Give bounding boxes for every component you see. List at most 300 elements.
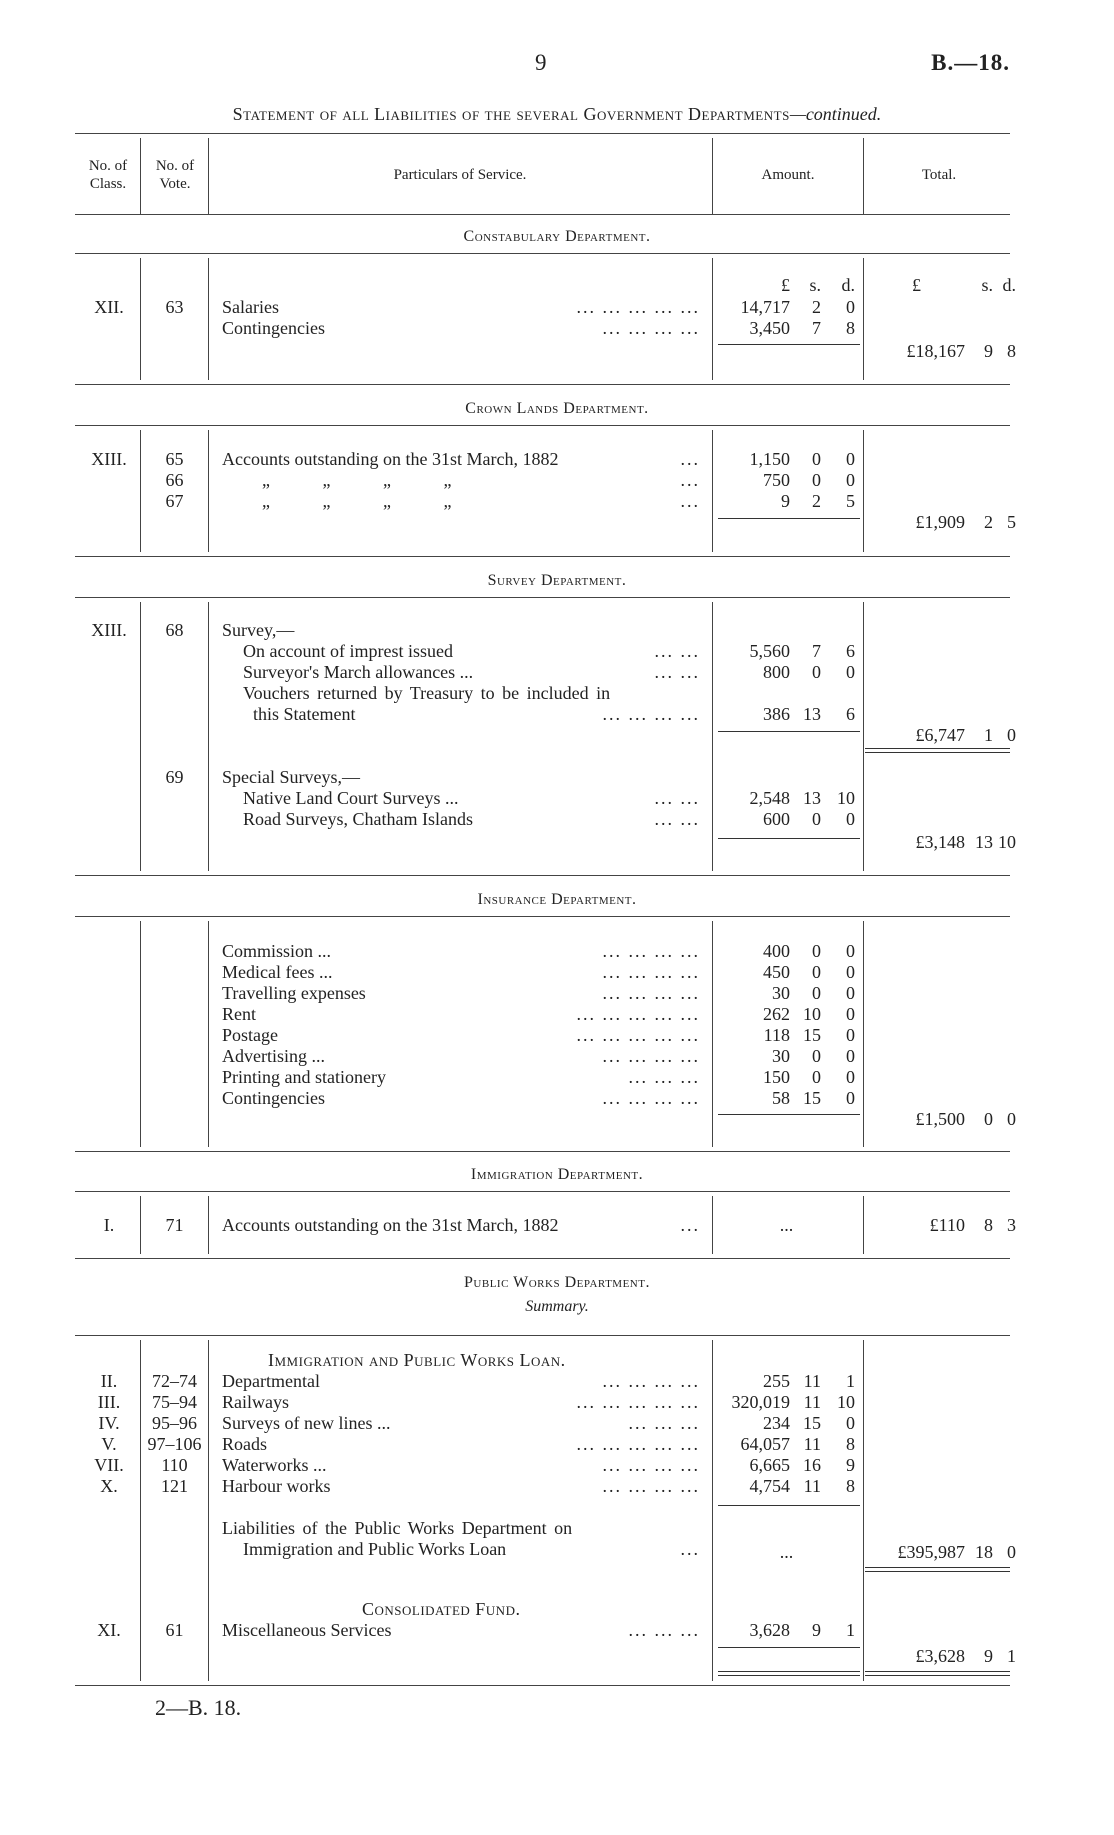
item-liabilities-public-works: Liabilities of the Public Works Department on <box>222 1518 573 1538</box>
leader-dots: ... <box>680 491 700 511</box>
amount-shillings: 0 <box>812 962 821 982</box>
item-label: Accounts outstanding on the 31st March, 1882 <box>222 1215 559 1235</box>
item-harbour-works <box>222 1476 700 1497</box>
item-railways <box>222 1392 700 1413</box>
amount-commission <box>713 941 860 962</box>
column-rule <box>208 258 209 380</box>
class-number: V. <box>101 1434 117 1454</box>
column-rule <box>140 1196 141 1254</box>
vote-number: 61 <box>165 1620 184 1640</box>
item-commission <box>222 941 700 962</box>
item-contingencies <box>222 1088 700 1109</box>
amount-pounds: 118 <box>763 1025 790 1045</box>
section-rule <box>75 1335 1010 1336</box>
total-shillings: 8 <box>984 1215 993 1235</box>
vote-number: 66 <box>165 470 184 490</box>
loan-subheading: Immigration and Public Works Loan. <box>268 1350 566 1370</box>
amount-pounds: 255 <box>763 1371 790 1391</box>
total-pounds: £395,987 <box>897 1542 965 1562</box>
amount-pence: 0 <box>846 1004 855 1024</box>
amount-pence: 9 <box>846 1455 855 1475</box>
total-shillings: 9 <box>984 341 993 361</box>
section-rule <box>75 597 1010 598</box>
pound-sign: £ <box>912 275 921 295</box>
vote-number: 72–74 <box>152 1371 197 1391</box>
vote-number: 95–96 <box>152 1413 197 1433</box>
vote-number: 67 <box>165 491 184 511</box>
amount-pence: 0 <box>846 1413 855 1433</box>
survey-label: Survey,— <box>222 620 295 640</box>
statement-title-main: Statement of all Liabilities of the several Government Departments <box>232 104 790 124</box>
amount-pounds: 2,548 <box>749 788 790 808</box>
amount-postage <box>713 1025 860 1046</box>
dept-heading-public-works: Public Works Department. <box>464 1274 650 1291</box>
item-vouchers: Vouchers returned by Treasury to be included in <box>243 683 611 703</box>
column-rule <box>208 602 209 871</box>
amount-pence: 0 <box>846 297 855 317</box>
leader-dots: ... ... ... ... <box>602 1476 700 1496</box>
item-this-statement <box>253 704 700 725</box>
total-pence: 3 <box>1007 1215 1016 1235</box>
amount-printing-stationery <box>713 1067 860 1088</box>
total-immigration <box>868 1215 1016 1236</box>
special-surveys-label: Special Surveys,— <box>222 767 360 787</box>
amount-vote-66 <box>713 470 860 491</box>
amount-shillings: 15 <box>803 1413 821 1433</box>
total-pounds: £6,747 <box>915 725 965 745</box>
column-rule <box>140 138 141 214</box>
section-rule <box>75 1191 1010 1192</box>
vote-number: 69 <box>165 767 184 787</box>
item-label: Miscellaneous Services <box>222 1620 392 1640</box>
column-rule <box>863 1340 864 1681</box>
vote-number: 65 <box>165 449 184 469</box>
leader-dots: ... ... ... ... <box>602 941 700 961</box>
leader-dots: ... ... ... ... ... <box>576 1392 700 1412</box>
item-miscellaneous-services <box>222 1620 700 1641</box>
amount-pounds: 6,665 <box>749 1455 790 1475</box>
total-pence: 0 <box>1007 1542 1016 1562</box>
total-survey-68 <box>868 725 1016 746</box>
leader-dots: ... ... ... <box>628 1413 700 1433</box>
total-pence: 0 <box>1007 725 1016 745</box>
amount-advertising <box>713 1046 860 1067</box>
column-rule <box>863 602 864 871</box>
item-waterworks <box>222 1455 700 1476</box>
column-rule <box>863 430 864 552</box>
amount-pounds: 30 <box>772 983 790 1003</box>
amount-pence: 5 <box>846 491 855 511</box>
pound-sign: £ <box>781 275 790 295</box>
subtotal-rule <box>718 838 860 839</box>
amount-pence: 1 <box>846 1371 855 1391</box>
dept-heading-crown-lands: Crown Lands Department. <box>465 400 649 417</box>
amount-march-allowances <box>713 662 860 683</box>
amount-pounds: 1,150 <box>749 449 790 469</box>
amount-departmental <box>713 1371 860 1392</box>
leader-dots: ... ... ... ... <box>602 1371 700 1391</box>
total-crown-lands <box>868 512 1016 533</box>
amount-shillings: 11 <box>803 1434 821 1454</box>
vote-number: 71 <box>165 1215 184 1235</box>
item-label: Advertising ... <box>222 1046 325 1066</box>
leader-dots: ... ... ... ... <box>602 1088 700 1108</box>
column-rule <box>140 921 141 1147</box>
total-pence: 5 <box>1007 512 1016 532</box>
page-number: 9 <box>535 50 547 75</box>
header-amount: Amount. <box>761 167 815 183</box>
leader-dots: ... <box>680 470 700 490</box>
total-shillings: 9 <box>984 1646 993 1666</box>
item-advertising <box>222 1046 700 1067</box>
item-postage <box>222 1025 700 1046</box>
total-double-rule <box>865 1671 1010 1676</box>
subtotal-rule <box>718 1505 860 1506</box>
amount-pounds: 400 <box>763 941 790 961</box>
item-label: Immigration and Public Works Loan <box>243 1539 507 1559</box>
leader-dots: ... ... ... ... ... <box>576 1025 700 1045</box>
amount-pounds: 3,628 <box>749 1620 790 1640</box>
leader-dots: ... ... ... ... ... <box>576 1004 700 1024</box>
amount-vouchers <box>713 704 860 725</box>
total-pounds: £1,909 <box>915 512 965 532</box>
amount-waterworks <box>713 1455 860 1476</box>
amount-pence: 0 <box>846 1025 855 1045</box>
amount-pounds: 320,019 <box>731 1392 790 1412</box>
item-roads <box>222 1434 700 1455</box>
amount-pence: 0 <box>846 449 855 469</box>
leader-dots: ... ... <box>654 641 700 661</box>
subtotal-rule <box>718 1114 860 1115</box>
amount-double-rule <box>718 1671 860 1676</box>
amount-pounds: 5,560 <box>749 641 790 661</box>
total-constabulary <box>868 341 1016 362</box>
item-label: Postage <box>222 1025 278 1045</box>
item-label: Printing and stationery <box>222 1067 386 1087</box>
total-pounds: £3,628 <box>915 1646 965 1666</box>
leader-dots: ... ... <box>654 662 700 682</box>
vote-number: 63 <box>165 297 184 317</box>
section-rule <box>75 1151 1010 1152</box>
amount-shillings: 15 <box>803 1088 821 1108</box>
column-rule <box>140 602 141 871</box>
leader-dots: ... ... ... ... <box>602 1455 700 1475</box>
shillings-sign: s. <box>981 275 993 295</box>
subtotal-rule <box>718 344 860 345</box>
amount-road-surveys <box>713 809 860 830</box>
subtotal-rule <box>718 518 860 519</box>
header-no-of-vote: No. of Vote. <box>155 158 195 192</box>
subtotal-rule <box>718 1647 860 1648</box>
amount-shillings: 0 <box>812 941 821 961</box>
amount-immigration: ... <box>779 1215 794 1235</box>
amount-pounds: 600 <box>763 809 790 829</box>
total-public-works-loan <box>868 1542 1016 1563</box>
amount-pounds: 386 <box>763 704 790 724</box>
item-march-allowances <box>243 662 700 683</box>
item-imprest <box>243 641 700 662</box>
vote-number: 121 <box>161 1476 188 1496</box>
amount-native-land-court <box>713 788 860 809</box>
item-label: Travelling expenses <box>222 983 366 1003</box>
currency-header-total <box>868 275 1016 296</box>
item-label: Surveyor's March allowances ... <box>243 662 474 682</box>
total-shillings: 0 <box>984 1109 993 1129</box>
column-rule <box>863 138 864 214</box>
item-road-surveys <box>243 809 700 830</box>
pence-sign: d. <box>1002 275 1016 295</box>
total-pence: 1 <box>1007 1646 1016 1666</box>
column-rule <box>863 258 864 380</box>
item-rent <box>222 1004 700 1025</box>
item-medical-fees <box>222 962 700 983</box>
amount-salaries <box>713 297 860 318</box>
class-number: VII. <box>94 1455 124 1475</box>
vote-number: 97–106 <box>147 1434 202 1454</box>
amount-medical-fees <box>713 962 860 983</box>
item-label: Roads <box>222 1434 267 1454</box>
total-pounds: £3,148 <box>915 832 965 852</box>
table-bottom-rule <box>75 1685 1010 1686</box>
amount-pence: 6 <box>846 704 855 724</box>
amount-shillings: 7 <box>812 641 821 661</box>
total-double-rule <box>865 1567 1010 1572</box>
amount-shillings: 2 <box>812 491 821 511</box>
paper-reference: B.—18. <box>931 50 1010 75</box>
total-shillings: 18 <box>975 1542 993 1562</box>
total-survey-69 <box>868 832 1016 853</box>
pence-sign: d. <box>841 275 855 295</box>
item-label: Waterworks ... <box>222 1455 327 1475</box>
amount-pence: 0 <box>846 962 855 982</box>
item-ditto <box>222 491 700 512</box>
leader-dots: ... ... ... <box>628 1620 700 1640</box>
vote-number: 110 <box>161 1455 188 1475</box>
amount-pence: 6 <box>846 641 855 661</box>
amount-pounds: 9 <box>781 491 790 511</box>
amount-shillings: 0 <box>812 470 821 490</box>
leader-dots: ... ... ... ... <box>602 983 700 1003</box>
class-number: III. <box>97 1392 121 1412</box>
amount-shillings: 10 <box>803 1004 821 1024</box>
item-label: Contingencies <box>222 318 325 338</box>
column-rule <box>208 1340 209 1681</box>
total-pounds: £1,500 <box>915 1109 965 1129</box>
header-total: Total. <box>921 167 957 183</box>
item-label: Commission ... <box>222 941 332 961</box>
leader-dots: ... ... <box>654 788 700 808</box>
amount-rent <box>713 1004 860 1025</box>
amount-travelling-expenses <box>713 983 860 1004</box>
class-number: I. <box>103 1215 115 1235</box>
item-travelling-expenses <box>222 983 700 1004</box>
class-number: II. <box>100 1371 118 1391</box>
amount-pence: 0 <box>846 1046 855 1066</box>
column-rule <box>140 430 141 552</box>
leader-dots: ... ... ... ... <box>602 704 700 724</box>
section-rule <box>75 253 1010 254</box>
amount-pounds: 14,717 <box>740 297 790 317</box>
total-shillings: 13 <box>975 832 993 852</box>
item-label: Harbour works <box>222 1476 331 1496</box>
dept-heading-constabulary: Constabulary Department. <box>463 228 651 245</box>
header-particulars: Particulars of Service. <box>393 167 527 183</box>
statement-title <box>0 104 1114 125</box>
section-rule <box>75 425 1010 426</box>
leader-dots: ... <box>680 449 700 469</box>
leader-dots: ... ... <box>654 809 700 829</box>
column-rule <box>140 1340 141 1681</box>
amount-imprest <box>713 641 860 662</box>
dept-heading-survey: Survey Department. <box>487 572 627 589</box>
amount-shillings: 2 <box>812 297 821 317</box>
column-rule <box>712 138 713 214</box>
vote-number: 75–94 <box>152 1392 197 1412</box>
ditto-marks: „ „ „ „ <box>262 491 452 511</box>
class-number: X. <box>100 1476 118 1496</box>
item-ditto <box>222 470 700 491</box>
column-rule <box>140 258 141 380</box>
amount-harbour-works <box>713 1476 860 1497</box>
footer-signature: 2—B. 18. <box>155 1695 242 1720</box>
amount-pounds: 234 <box>763 1413 790 1433</box>
vote-number: 68 <box>165 620 184 640</box>
item-label: Rent <box>222 1004 256 1024</box>
amount-pence: 0 <box>846 662 855 682</box>
class-number: XIII. <box>91 620 127 640</box>
summary-subheading: Summary. <box>525 1298 589 1315</box>
amount-shillings: 11 <box>803 1392 821 1412</box>
column-rule <box>863 1196 864 1254</box>
total-pounds: £18,167 <box>906 341 965 361</box>
item-label: Road Surveys, Chatham Islands <box>243 809 473 829</box>
amount-pounds: 58 <box>772 1088 790 1108</box>
amount-pence: 10 <box>837 788 855 808</box>
amount-shillings: 16 <box>803 1455 821 1475</box>
amount-pence: 1 <box>846 1620 855 1640</box>
amount-pounds: 64,057 <box>740 1434 790 1454</box>
leader-dots: ... ... ... ... <box>602 962 700 982</box>
class-number: XIII. <box>91 449 127 469</box>
class-number: XII. <box>94 297 124 317</box>
item-label: Surveys of new lines ... <box>222 1413 391 1433</box>
class-number: XI. <box>97 1620 121 1640</box>
amount-shillings: 7 <box>812 318 821 338</box>
amount-pounds: 450 <box>763 962 790 982</box>
dept-heading-immigration: Immigration Department. <box>470 1166 644 1183</box>
amount-roads <box>713 1434 860 1455</box>
leader-dots: ... <box>680 1539 700 1559</box>
header-no-of-class: No. of Class. <box>88 158 128 192</box>
item-label: Medical fees ... <box>222 962 333 982</box>
total-double-rule <box>865 748 1010 753</box>
leader-dots: ... ... ... ... ... <box>576 1434 700 1454</box>
item-contingencies <box>222 318 700 339</box>
amount-pence: 10 <box>837 1392 855 1412</box>
column-rule <box>208 430 209 552</box>
leader-dots: ... <box>680 1215 700 1235</box>
column-rule <box>208 921 209 1147</box>
amount-shillings: 0 <box>812 809 821 829</box>
item-loan-liabilities <box>243 1539 700 1560</box>
amount-pence: 8 <box>846 1476 855 1496</box>
amount-shillings: 0 <box>812 449 821 469</box>
amount-pence: 0 <box>846 809 855 829</box>
amount-pounds: 750 <box>763 470 790 490</box>
amount-pounds: 800 <box>763 662 790 682</box>
amount-pence: 0 <box>846 470 855 490</box>
header-bottom-rule <box>75 214 1010 215</box>
item-accounts-outstanding <box>222 449 700 470</box>
total-consolidated-fund <box>868 1646 1016 1667</box>
amount-vote-65 <box>713 449 860 470</box>
amount-shillings: 13 <box>803 788 821 808</box>
subtotal-rule <box>718 731 860 732</box>
amount-shillings: 0 <box>812 983 821 1003</box>
ditto-marks: „ „ „ „ <box>262 470 452 490</box>
amount-contingencies <box>713 1088 860 1109</box>
amount-pence: 8 <box>846 1434 855 1454</box>
amount-shillings: 0 <box>812 1067 821 1087</box>
amount-pence: 0 <box>846 1067 855 1087</box>
item-label: Native Land Court Surveys ... <box>243 788 459 808</box>
amount-pounds: 262 <box>763 1004 790 1024</box>
amount-vote-67 <box>713 491 860 512</box>
leader-dots: ... ... ... ... <box>602 318 700 338</box>
item-label: Departmental <box>222 1371 320 1391</box>
amount-loan-liabilities: ... <box>779 1542 794 1562</box>
total-pounds: £110 <box>929 1215 965 1235</box>
item-accounts-outstanding <box>222 1215 700 1236</box>
amount-shillings: 15 <box>803 1025 821 1045</box>
amount-shillings: 11 <box>803 1476 821 1496</box>
amount-shillings: 11 <box>803 1371 821 1391</box>
total-pence: 8 <box>1007 341 1016 361</box>
class-number: IV. <box>98 1413 120 1433</box>
total-shillings: 1 <box>984 725 993 745</box>
item-label: On account of imprest issued <box>243 641 453 661</box>
item-label: Contingencies <box>222 1088 325 1108</box>
statement-title-cont: —continued. <box>789 104 882 124</box>
section-rule <box>75 1258 1010 1259</box>
leader-dots: ... ... ... <box>628 1067 700 1087</box>
total-insurance <box>868 1109 1016 1130</box>
section-rule <box>75 875 1010 876</box>
consolidated-fund-subheading: Consolidated Fund. <box>362 1599 521 1619</box>
amount-pence: 0 <box>846 1088 855 1108</box>
amount-contingencies <box>713 318 860 339</box>
item-printing-stationery <box>222 1067 700 1088</box>
total-shillings: 2 <box>984 512 993 532</box>
section-rule <box>75 384 1010 385</box>
item-salaries <box>222 297 700 318</box>
amount-railways <box>713 1392 860 1413</box>
item-surveys-new-lines <box>222 1413 700 1434</box>
section-rule <box>75 916 1010 917</box>
amount-pence: 0 <box>846 941 855 961</box>
amount-shillings: 0 <box>812 662 821 682</box>
amount-pounds: 3,450 <box>749 318 790 338</box>
section-rule <box>75 556 1010 557</box>
amount-pounds: 4,754 <box>749 1476 790 1496</box>
item-native-land-court <box>243 788 700 809</box>
currency-header-amount <box>713 275 860 296</box>
item-label: this Statement <box>253 704 356 724</box>
item-departmental <box>222 1371 700 1392</box>
total-pence: 0 <box>1007 1109 1016 1129</box>
amount-shillings: 9 <box>812 1620 821 1640</box>
leader-dots: ... ... ... ... ... <box>576 297 700 317</box>
